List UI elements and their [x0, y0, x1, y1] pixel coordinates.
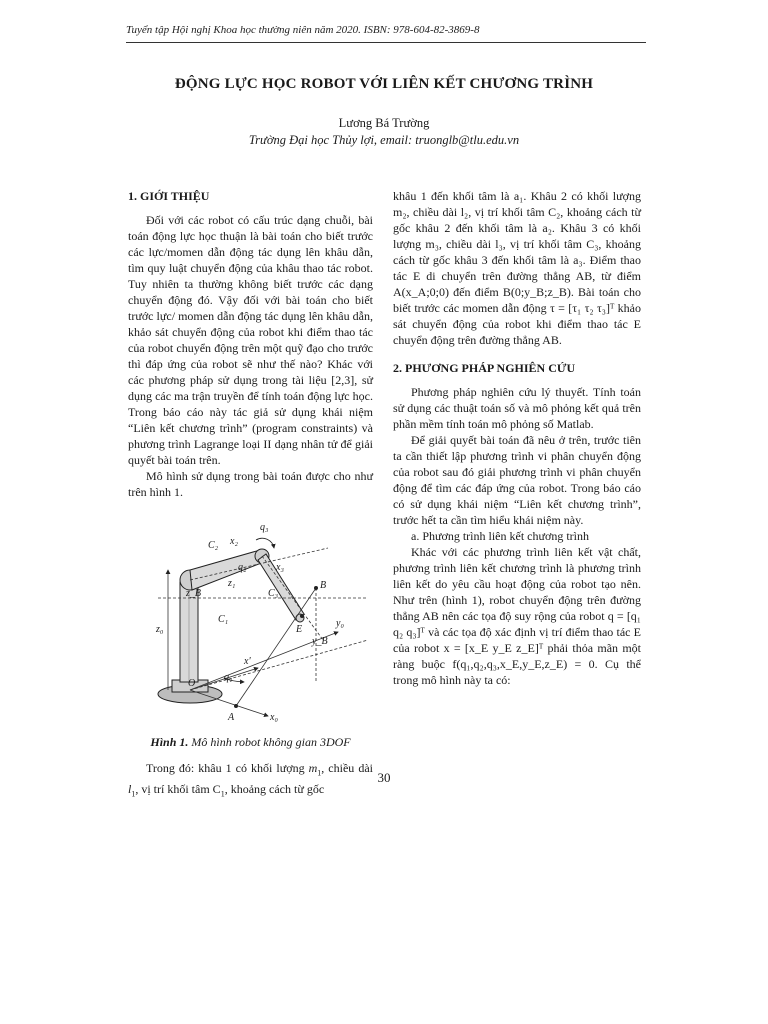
- label-z1: z₁: [228, 578, 236, 589]
- label-x2: x₂: [230, 536, 238, 547]
- right-column: [393, 188, 641, 688]
- section-heading-methods: 2. PHƯƠNG PHÁP NGHIÊN CỨU: [393, 361, 576, 375]
- intro-paragraph-continued: khâu 1 đến khối tâm là a₁. Khâu 2 có khối lượng m₂, chiều dài l₂, vị trí khối tâm C₂, khoảng cách từ gốc khâu 2 đến khối tâm là a₂. Khâu 3 có khối lượng m₃, chiều dài l₃, vị trí khối tâm C₃, khoảng cách từ gốc khâu 3 đến khối tâm là a₃. Điểm thao tác E di chuyển trên đường thẳng AB, từ điểm A(x_A;0;0) đến điểm B(0;y_B;z_B). Bài toán cho biết trước các momen dẫn động τ = [τ₁ τ₂ τ₃]ᵀ khảo sát chuyển động của robot khi điểm thao tác E chuyển động trên đường thẳng AB.: [393, 189, 641, 347]
- label-x0: x₀: [270, 712, 278, 723]
- label-q2: q₂: [238, 562, 247, 573]
- robot-link-2: [190, 550, 264, 590]
- point-b: [314, 586, 318, 590]
- page-number: 30: [377, 770, 391, 785]
- header-rule: [126, 42, 646, 43]
- label-yb: y_B: [312, 636, 328, 647]
- label-zb: z_B: [186, 588, 201, 599]
- label-a: A: [228, 712, 235, 723]
- label-xprime: x': [244, 656, 251, 667]
- label-z0: z₀: [156, 624, 164, 635]
- label-e: E: [296, 624, 303, 635]
- intro-paragraph-1: Đối với các robot có cấu trúc dạng chuỗi, bài toán động lực học thuận là bài toán cho biết trước các lực/momen dẫn động tác dụng lên khâu dẫn, tìm quy luật chuyển động của khâu thao tác robot. Tuy nhiên ta thường không biết trước các dạng chuyển động đó. Vậy đối với bài toán cho biết trước lực/ momen dẫn động tác dụng lên khâu dẫn, khảo sát chuyển động của robot khi điểm thao tác của robot chuyển động trên một quỹ đạo cho trước thì đáp ứng của robot sẽ như thế nào? Khác với các phương pháp sử dụng trong tài liệu [2,3], sử dụng các ma trận truyền để tính toán động lực học. Trong báo cáo này tác giả sử dụng khái niệm “Liên kết chương trình” (program constraints) và phương trình Lagrange loại II dạng nhân tử để giải quyết bài toán trên.: [128, 213, 373, 467]
- label-o: O: [188, 678, 196, 689]
- intro-paragraph-2: Mô hình sử dụng trong bài toán được cho như trên hình 1.: [128, 469, 373, 499]
- label-c2: C₂: [208, 540, 219, 551]
- point-e: [300, 614, 304, 618]
- left-column: [128, 188, 373, 803]
- figure-caption-label: Hình 1.: [150, 735, 189, 749]
- point-a: [234, 704, 238, 708]
- label-x3: x₃: [276, 562, 284, 573]
- methods-paragraph-3: Khác với các phương trình liên kết vật chất, phương trình liên kết chương trình là phương trình liên kết do yêu cầu hoạt động của robot tạo nên. Như trên (hình 1), robot chuyển động trên đường thẳng AB nên các tọa độ suy rộng của robot q = [q₁ q₂ q₃]ᵀ và các tọa độ xác định vị trí điểm thao tác E của robot x = [x_E y_E z_E]ᵀ phải thỏa mãn một ràng buộc f(q₁,q₂,q₃,x_E,y_E,z_E) = 0. Cụ thể trong mô hình này ta có:: [393, 545, 641, 687]
- author-name: Lương Bá Trường: [338, 116, 430, 130]
- paper-title: ĐỘNG LỰC HỌC ROBOT VỚI LIÊN KẾT CHƯƠNG TRÌNH: [174, 76, 594, 92]
- label-q3: q₃: [260, 522, 269, 533]
- figure-caption-text: Mô hình robot không gian 3DOF: [191, 735, 351, 749]
- intro-paragraph-3: Trong đó: khâu 1 có khối lượng $m_1$, chiều dài $l_1$, vị trí khối tâm $C_1$, khoảng cách từ gốc: [128, 761, 373, 799]
- section-heading-introduction: 1. GIỚI THIỆU: [128, 189, 210, 203]
- methods-paragraph-1: Phương pháp nghiên cứu lý thuyết. Tính toán sử dụng các thuật toán số và mô phỏng kết quả trên phần mềm tính toán mô phỏng số Matlab.: [393, 385, 641, 431]
- subsection-heading-a: a. Phương trình liên kết chương trình: [411, 529, 590, 543]
- methods-paragraph-2: Để giải quyết bài toán đã nêu ở trên, trước tiên ta cần thiết lập phương trình vi phân chuyển động của robot sau đó giải phương trình vi phân chuyển động để tìm các đáp ứng của robot. Trong báo cáo có sử dụng khái niệm “Liên kết chương trình”, trước hết ta cần tìm hiểu khái niệm này.: [393, 433, 641, 527]
- running-header: Tuyển tập Hội nghị Khoa học thường niên năm 2020. ISBN: 978-604-82-3869-8: [126, 24, 480, 36]
- figure-caption: [128, 734, 373, 750]
- label-y0: y₀: [336, 618, 344, 629]
- author-affiliation: Trường Đại học Thủy lợi, email: truonglb@tlu.edu.vn: [248, 133, 520, 147]
- label-b: B: [320, 580, 327, 591]
- label-q1: q₁: [224, 672, 233, 683]
- figure-robot-model: [128, 510, 373, 732]
- label-c1: C₁: [218, 614, 229, 625]
- label-c3: C₃: [268, 588, 279, 599]
